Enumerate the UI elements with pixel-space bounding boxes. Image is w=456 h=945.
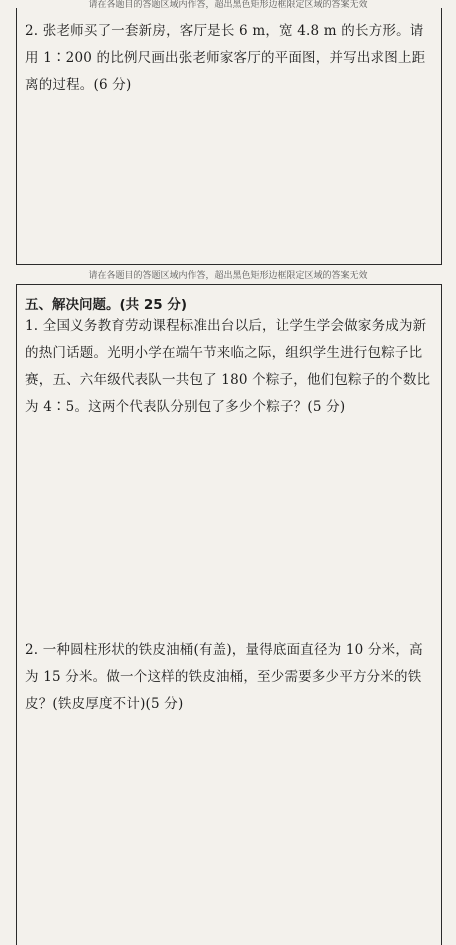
question-5-2: 2. 一种圆柱形状的铁皮油桶(有盖)，量得底面直径为 10 分米，高为 15 分米。做一个这样的铁皮油桶，至少需要多少平方分米的铁皮？(铁皮厚度不计)(5 分) bbox=[25, 642, 423, 712]
answer-box-part4 bbox=[16, 8, 442, 265]
section-5-title: 五、解决问题。(共 25 分) bbox=[25, 297, 188, 313]
answer-area-notice-middle: 请在各题目的答题区域内作答，超出黑色矩形边框限定区域的答案无效 bbox=[88, 271, 368, 281]
answer-box-part5 bbox=[16, 284, 442, 945]
question-5-1: 1. 全国义务教育劳动课程标准出台以后，让学生学会做家务成为新的热门话题。光明小学在端午节来临之际，组织学生进行包粽子比赛，五、六年级代表队一共包了 180 个粽子，他们包粽子的个数比为 4∶5。这两个代表队分别包了多少个粽子？(5 分) bbox=[25, 318, 431, 415]
question-4-2: 2. 张老师买了一套新房，客厅是长 6 m，宽 4.8 m 的长方形。请用 1∶200 的比例尺画出张老师家客厅的平面图，并写出求图上距离的过程。(6 分) bbox=[25, 23, 426, 93]
answer-area-notice-top: 请在各题目的答题区域内作答，超出黑色矩形边框限定区域的答案无效 bbox=[88, 0, 368, 10]
